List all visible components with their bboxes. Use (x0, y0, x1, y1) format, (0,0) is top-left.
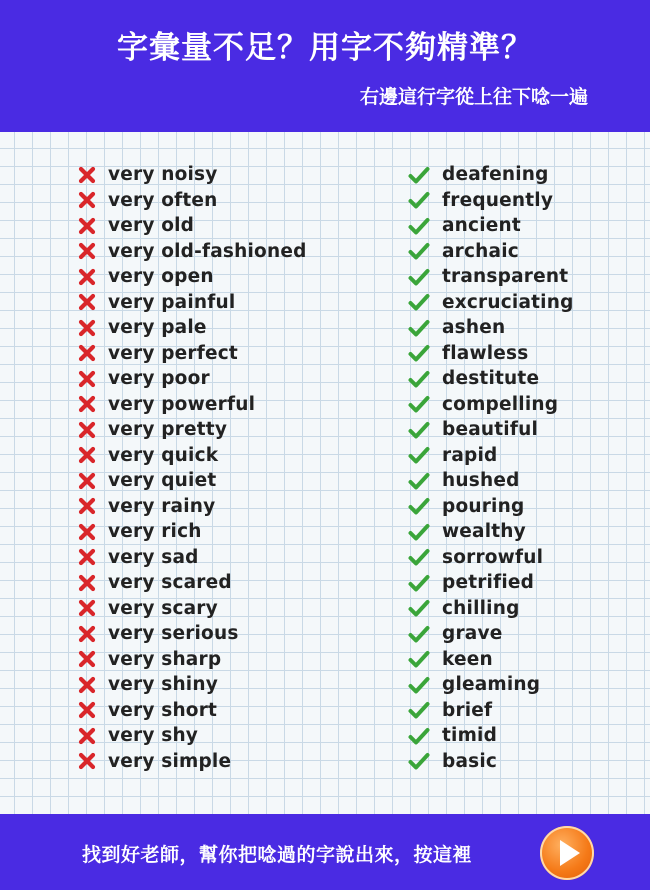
strong-word-label: brief (442, 699, 493, 721)
strong-word-row (408, 443, 574, 469)
strong-word-label: rapid (442, 444, 498, 466)
cross-icon (78, 317, 108, 339)
weak-word-label: very often (108, 189, 218, 211)
check-icon (408, 750, 442, 772)
cross-icon (78, 266, 108, 288)
check-icon (408, 444, 442, 466)
weak-word-label: very perfect (108, 342, 238, 364)
strong-word-label: keen (442, 648, 493, 670)
weak-word-label: very noisy (108, 164, 218, 186)
strong-word-row (408, 392, 574, 418)
strong-word-label: excruciating (442, 291, 574, 313)
weak-word-row (78, 468, 307, 494)
strong-word-row (408, 417, 574, 443)
cross-icon (78, 648, 108, 670)
weak-word-row (78, 264, 307, 290)
weak-word-label: very painful (108, 291, 236, 313)
strong-word-label: deafening (442, 164, 549, 186)
cross-icon (78, 750, 108, 772)
strong-word-row (408, 315, 574, 341)
cross-icon (78, 189, 108, 211)
check-icon (408, 674, 442, 696)
strong-word-label: frequently (442, 189, 554, 211)
check-icon (408, 164, 442, 186)
strong-word-row (408, 672, 574, 698)
strong-word-label: hushed (442, 470, 520, 492)
check-icon (408, 266, 442, 288)
cross-icon (78, 674, 108, 696)
weak-word-row (78, 596, 307, 622)
weak-word-label: very sharp (108, 648, 222, 670)
weak-word-row (78, 519, 307, 545)
weak-word-row (78, 417, 307, 443)
strong-word-label: destitute (442, 368, 540, 390)
strong-word-row (408, 468, 574, 494)
weak-word-row (78, 723, 307, 749)
check-icon (408, 572, 442, 594)
check-icon (408, 699, 442, 721)
check-icon (408, 419, 442, 441)
weak-word-label: very powerful (108, 393, 256, 415)
play-button[interactable] (540, 826, 594, 880)
weak-word-row (78, 341, 307, 367)
check-icon (408, 368, 442, 390)
check-icon (408, 546, 442, 568)
strong-word-label: pouring (442, 495, 525, 517)
check-icon (408, 240, 442, 262)
strong-word-row (408, 596, 574, 622)
strong-word-row (408, 749, 574, 775)
cross-icon (78, 597, 108, 619)
strong-word-label: beautiful (442, 419, 538, 441)
page-title: 字彙量不足？用字不夠精準？ (117, 30, 533, 66)
strong-word-label: ancient (442, 215, 521, 237)
strong-word-row (408, 239, 574, 265)
weak-word-row (78, 672, 307, 698)
strong-word-row (408, 570, 574, 596)
weak-word-row (78, 443, 307, 469)
weak-word-label: very rich (108, 521, 202, 543)
weak-word-row (78, 494, 307, 520)
strong-word-row (408, 341, 574, 367)
play-icon (560, 840, 580, 866)
strong-word-row (408, 290, 574, 316)
cross-icon (78, 291, 108, 313)
weak-word-row (78, 290, 307, 316)
footer-banner (0, 814, 650, 890)
strong-word-row (408, 545, 574, 571)
check-icon (408, 648, 442, 670)
weak-word-label: very simple (108, 750, 232, 772)
strong-word-row (408, 213, 574, 239)
cross-icon (78, 444, 108, 466)
word-list-grid (0, 132, 650, 814)
weak-word-label: very old (108, 215, 195, 237)
weak-word-row (78, 621, 307, 647)
strong-word-label: grave (442, 623, 503, 645)
page-subtitle: 右邊這行字從上往下唸一遍 (359, 86, 588, 108)
cross-icon (78, 623, 108, 645)
weak-word-row (78, 647, 307, 673)
strong-word-label: basic (442, 750, 498, 772)
weak-word-label: very rainy (108, 495, 216, 517)
check-icon (408, 342, 442, 364)
weak-word-row (78, 213, 307, 239)
strong-word-row (408, 494, 574, 520)
check-icon (408, 189, 442, 211)
strong-word-label: chilling (442, 597, 520, 619)
cross-icon (78, 215, 108, 237)
strong-word-row (408, 723, 574, 749)
weak-word-row (78, 570, 307, 596)
weak-word-label: very quick (108, 444, 219, 466)
weak-word-row (78, 188, 307, 214)
check-icon (408, 725, 442, 747)
check-icon (408, 470, 442, 492)
weak-word-row (78, 749, 307, 775)
weak-word-label: very sad (108, 546, 199, 568)
cross-icon (78, 521, 108, 543)
cross-icon (78, 342, 108, 364)
check-icon (408, 597, 442, 619)
strong-word-row (408, 264, 574, 290)
strong-word-label: transparent (442, 266, 569, 288)
weak-word-label: very quiet (108, 470, 217, 492)
check-icon (408, 317, 442, 339)
weak-word-row (78, 545, 307, 571)
strong-word-row (408, 188, 574, 214)
strong-word-row (408, 621, 574, 647)
strong-word-label: sorrowful (442, 546, 544, 568)
weak-word-label: very scary (108, 597, 218, 619)
weak-word-row (78, 162, 307, 188)
weak-word-row (78, 392, 307, 418)
cross-icon (78, 470, 108, 492)
weak-word-row (78, 315, 307, 341)
strong-word-label: flawless (442, 342, 529, 364)
strong-word-row (408, 647, 574, 673)
check-icon (408, 521, 442, 543)
cross-icon (78, 699, 108, 721)
strong-word-label: petrified (442, 572, 535, 594)
check-icon (408, 393, 442, 415)
strong-word-row (408, 698, 574, 724)
check-icon (408, 291, 442, 313)
cross-icon (78, 546, 108, 568)
cross-icon (78, 240, 108, 262)
strong-word-label: compelling (442, 393, 559, 415)
strong-word-label: ashen (442, 317, 506, 339)
weak-word-label: very shiny (108, 674, 218, 696)
weak-word-label: very poor (108, 368, 210, 390)
strong-word-label: archaic (442, 240, 519, 262)
cross-icon (78, 368, 108, 390)
cross-icon (78, 164, 108, 186)
weak-word-row (78, 366, 307, 392)
weak-word-label: very old-fashioned (108, 240, 307, 262)
cross-icon (78, 419, 108, 441)
cross-icon (78, 495, 108, 517)
strong-word-row (408, 519, 574, 545)
strong-word-label: timid (442, 725, 498, 747)
check-icon (408, 623, 442, 645)
weak-word-label: very serious (108, 623, 239, 645)
check-icon (408, 495, 442, 517)
check-icon (408, 215, 442, 237)
weak-word-label: very pretty (108, 419, 228, 441)
cross-icon (78, 725, 108, 747)
strong-words-column (408, 162, 574, 774)
footer-cta-text[interactable]: 找到好老師，幫你把唸過的字說出來，按這裡 (82, 844, 473, 866)
cross-icon (78, 572, 108, 594)
cross-icon (78, 393, 108, 415)
weak-word-row (78, 698, 307, 724)
weak-words-column (78, 162, 307, 774)
strong-word-row (408, 366, 574, 392)
strong-word-row (408, 162, 574, 188)
strong-word-label: gleaming (442, 674, 541, 696)
strong-word-label: wealthy (442, 521, 526, 543)
weak-word-label: very open (108, 266, 214, 288)
weak-word-label: very short (108, 699, 218, 721)
weak-word-label: very shy (108, 725, 199, 747)
weak-word-label: very scared (108, 572, 232, 594)
weak-word-label: very pale (108, 317, 207, 339)
weak-word-row (78, 239, 307, 265)
header-banner (0, 0, 650, 132)
